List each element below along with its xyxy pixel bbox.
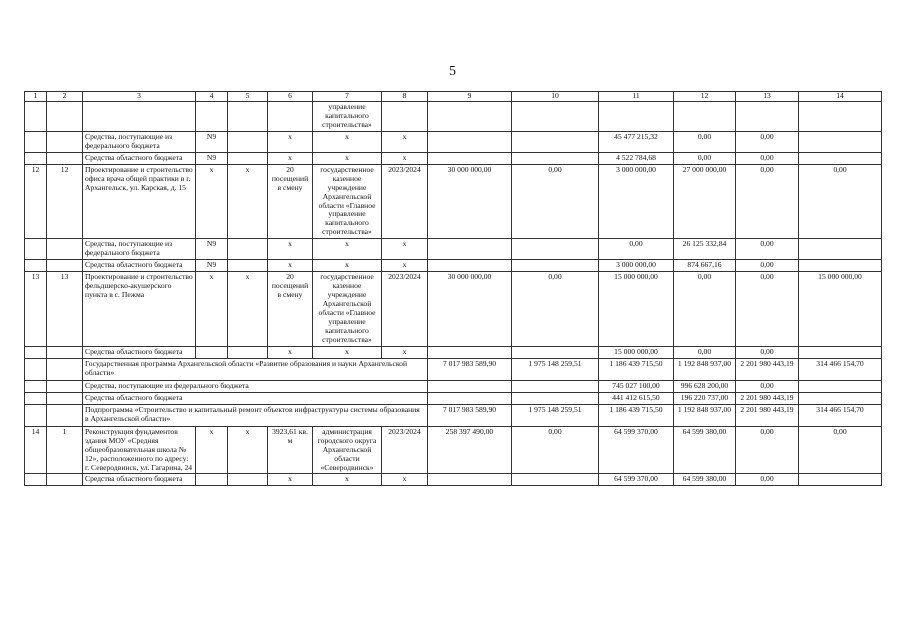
cell-c7: государственное казенное учреждение Архангельской области «Главное управление капитального строительства» bbox=[313, 164, 382, 239]
cell-c6: x bbox=[268, 131, 313, 152]
program-col11: 1 186 439 715,50 bbox=[599, 358, 674, 380]
cell-c14 bbox=[799, 260, 882, 272]
cell-c2 bbox=[47, 131, 83, 152]
table-row bbox=[25, 260, 882, 272]
table-row bbox=[25, 239, 882, 260]
subprogram-col13: 2 201 980 443,19 bbox=[736, 404, 799, 426]
cell-c5: x bbox=[228, 426, 268, 474]
cell-c4: N9 bbox=[196, 260, 228, 272]
cell-c4 bbox=[196, 102, 228, 132]
cell-c5 bbox=[228, 239, 268, 260]
cell-c9: 30 000 000,00 bbox=[428, 272, 512, 347]
cell-c4: N9 bbox=[196, 152, 228, 164]
cell-c5 bbox=[228, 474, 268, 486]
cell-c2: 1 bbox=[47, 426, 83, 474]
cell-c6: x bbox=[268, 474, 313, 486]
cell-c3: Реконструкция фундаментов здания МОУ «Средняя общеобразовательная школа № 12», расположенного по адресу: г. Северодвинск, ул. Гагарина, 24 bbox=[83, 426, 196, 474]
cell-c6: x bbox=[268, 346, 313, 358]
column-header: 7 bbox=[313, 92, 382, 102]
cell-c4: x bbox=[196, 426, 228, 474]
program-title: Государственная программа Архангельской области «Развитие образования и науки Архангельской области» bbox=[83, 358, 428, 380]
cell-c12: 0,00 bbox=[674, 131, 736, 152]
cell-c12: 874 667,16 bbox=[674, 260, 736, 272]
cell-c5 bbox=[228, 152, 268, 164]
cell-c11: 15 000 000,00 bbox=[599, 272, 674, 347]
table-row bbox=[25, 131, 882, 152]
cell-c5: x bbox=[228, 164, 268, 239]
cell-c3: Проектирование и строительство офиса врача общей практики в г. Архангельск, ул. Карская, д. 15 bbox=[83, 164, 196, 239]
program-row bbox=[25, 358, 882, 380]
cell-c4: x bbox=[196, 164, 228, 239]
column-header: 13 bbox=[736, 92, 799, 102]
cell-c10 bbox=[512, 260, 599, 272]
table-row bbox=[25, 102, 882, 132]
cell-c1 bbox=[25, 346, 47, 358]
cell-c5 bbox=[228, 102, 268, 132]
cell-c7: x bbox=[313, 260, 382, 272]
cell-c14 bbox=[799, 131, 882, 152]
cell-c3: Проектирование и строительство фельдшерско-акушерского пункта в с. Пежма bbox=[83, 272, 196, 347]
cell-c6 bbox=[268, 102, 313, 132]
cell-c2 bbox=[47, 152, 83, 164]
cell-c14 bbox=[799, 239, 882, 260]
table-body-b bbox=[25, 426, 882, 486]
cell-c14 bbox=[799, 102, 882, 132]
program-col14: 314 466 154,70 bbox=[799, 358, 882, 380]
cell-c5 bbox=[228, 260, 268, 272]
cell-c10 bbox=[512, 102, 599, 132]
cell-c8: x bbox=[382, 474, 428, 486]
cell-c8: x bbox=[382, 131, 428, 152]
cell-c5 bbox=[228, 346, 268, 358]
cell-c9 bbox=[428, 131, 512, 152]
cell-c12: 26 125 332,84 bbox=[674, 239, 736, 260]
table-row bbox=[25, 474, 882, 486]
cell-c1 bbox=[25, 131, 47, 152]
program-summary bbox=[25, 358, 882, 426]
column-header: 5 bbox=[228, 92, 268, 102]
program-col12: 1 192 848 937,00 bbox=[674, 358, 736, 380]
cell-c6: 20 посещений в смену bbox=[268, 272, 313, 347]
subprogram-col10: 1 975 148 259,51 bbox=[512, 404, 599, 426]
cell-c3: Средства областного бюджета bbox=[83, 260, 196, 272]
cell-c3: Средства, поступающие из федерального бюджета bbox=[83, 239, 196, 260]
cell-c9 bbox=[428, 239, 512, 260]
cell-c13: 0,00 bbox=[736, 346, 799, 358]
cell-c8 bbox=[382, 102, 428, 132]
cell-c13: 0,00 bbox=[736, 131, 799, 152]
cell-c9 bbox=[428, 346, 512, 358]
cell-c13: 0,00 bbox=[736, 239, 799, 260]
column-header: 9 bbox=[428, 92, 512, 102]
cell-c9 bbox=[428, 260, 512, 272]
cell-c10 bbox=[512, 131, 599, 152]
cell-c9 bbox=[428, 474, 512, 486]
program-regional-col13: 2 201 980 443,19 bbox=[736, 392, 799, 404]
program-federal-col13: 0,00 bbox=[736, 380, 799, 392]
table-row bbox=[25, 272, 882, 347]
cell-c10 bbox=[512, 239, 599, 260]
subprogram-col12: 1 192 848 937,00 bbox=[674, 404, 736, 426]
cell-c1 bbox=[25, 260, 47, 272]
cell-c2 bbox=[47, 474, 83, 486]
cell-c13: 0,00 bbox=[736, 152, 799, 164]
program-col13: 2 201 980 443,19 bbox=[736, 358, 799, 380]
cell-c14: 0,00 bbox=[799, 426, 882, 474]
cell-c6: x bbox=[268, 152, 313, 164]
cell-c1 bbox=[25, 474, 47, 486]
cell-c9 bbox=[428, 102, 512, 132]
subprogram-title: Подпрограмма «Строительство и капитальный ремонт объектов инфраструктуры системы образования в Архангельской области» bbox=[83, 404, 428, 426]
cell-c1: 14 bbox=[25, 426, 47, 474]
cell-c1 bbox=[25, 152, 47, 164]
cell-c14: 0,00 bbox=[799, 164, 882, 239]
cell-c4: N9 bbox=[196, 131, 228, 152]
page-number: 5 bbox=[449, 64, 456, 79]
cell-c2 bbox=[47, 102, 83, 132]
cell-c6: 20 посещений в смену bbox=[268, 164, 313, 239]
column-header: 4 bbox=[196, 92, 228, 102]
cell-c8: 2023/2024 bbox=[382, 272, 428, 347]
cell-c8: x bbox=[382, 239, 428, 260]
cell-c3: Средства областного бюджета bbox=[83, 152, 196, 164]
program-regional-col11: 441 412 615,50 bbox=[599, 392, 674, 404]
cell-c5 bbox=[228, 131, 268, 152]
cell-c10 bbox=[512, 474, 599, 486]
budget-table bbox=[24, 91, 882, 486]
cell-c9: 30 000 000,00 bbox=[428, 164, 512, 239]
cell-c14 bbox=[799, 152, 882, 164]
cell-c12: 64 599 380,00 bbox=[674, 474, 736, 486]
cell-c7: администрация городского округа Архангельской области «Северодвинск» bbox=[313, 426, 382, 474]
cell-c3: Средства областного бюджета bbox=[83, 346, 196, 358]
column-header: 3 bbox=[83, 92, 196, 102]
cell-c7: государственное казенное учреждение Архангельской области «Главное управление капитального строительства» bbox=[313, 272, 382, 347]
cell-c9: 258 397 490,00 bbox=[428, 426, 512, 474]
program-federal-row bbox=[25, 380, 882, 392]
cell-c11: 15 000 000,00 bbox=[599, 346, 674, 358]
cell-c11: 4 522 784,68 bbox=[599, 152, 674, 164]
cell-c2: 12 bbox=[47, 164, 83, 239]
subprogram-col14: 314 466 154,70 bbox=[799, 404, 882, 426]
cell-c1 bbox=[25, 239, 47, 260]
cell-c10 bbox=[512, 152, 599, 164]
column-header: 1 bbox=[25, 92, 47, 102]
cell-c7: x bbox=[313, 131, 382, 152]
column-header: 10 bbox=[512, 92, 599, 102]
cell-c14: 15 000 000,00 bbox=[799, 272, 882, 347]
cell-c11 bbox=[599, 102, 674, 132]
cell-c4: x bbox=[196, 272, 228, 347]
table-body-a bbox=[25, 102, 882, 359]
cell-c4: N9 bbox=[196, 239, 228, 260]
cell-c14 bbox=[799, 474, 882, 486]
cell-c7: x bbox=[313, 474, 382, 486]
subprogram-col9: 7 017 983 589,90 bbox=[428, 404, 512, 426]
cell-c8: x bbox=[382, 152, 428, 164]
cell-c6: 3923,61 кв. м bbox=[268, 426, 313, 474]
table-row bbox=[25, 426, 882, 474]
cell-c12 bbox=[674, 102, 736, 132]
cell-c13 bbox=[736, 102, 799, 132]
program-federal-label: Средства, поступающие из федерального бюджета bbox=[83, 380, 428, 392]
cell-c1: 12 bbox=[25, 164, 47, 239]
cell-c11: 3 000 000,00 bbox=[599, 260, 674, 272]
program-federal-col11: 745 027 100,00 bbox=[599, 380, 674, 392]
cell-c13: 0,00 bbox=[736, 426, 799, 474]
table-row bbox=[25, 164, 882, 239]
program-regional-col12: 196 220 737,00 bbox=[674, 392, 736, 404]
cell-c12: 0,00 bbox=[674, 152, 736, 164]
cell-c10: 0,00 bbox=[512, 272, 599, 347]
cell-c7: управление капитального строительства» bbox=[313, 102, 382, 132]
cell-c4 bbox=[196, 474, 228, 486]
cell-c12: 64 599 380,00 bbox=[674, 426, 736, 474]
program-regional-label: Средства областного бюджета bbox=[83, 392, 428, 404]
cell-c6: x bbox=[268, 239, 313, 260]
cell-c10: 0,00 bbox=[512, 164, 599, 239]
cell-c4 bbox=[196, 346, 228, 358]
subprogram-col11: 1 186 439 715,50 bbox=[599, 404, 674, 426]
cell-c8: 2023/2024 bbox=[382, 164, 428, 239]
cell-c13: 0,00 bbox=[736, 474, 799, 486]
cell-c13: 0,00 bbox=[736, 260, 799, 272]
table-row bbox=[25, 346, 882, 358]
cell-c11: 0,00 bbox=[599, 239, 674, 260]
cell-c1: 13 bbox=[25, 272, 47, 347]
cell-c11: 64 599 370,00 bbox=[599, 474, 674, 486]
cell-c5: x bbox=[228, 272, 268, 347]
program-col10: 1 975 148 259,51 bbox=[512, 358, 599, 380]
column-header: 12 bbox=[674, 92, 736, 102]
cell-c8: x bbox=[382, 346, 428, 358]
cell-c2 bbox=[47, 239, 83, 260]
column-header: 2 bbox=[47, 92, 83, 102]
column-header: 8 bbox=[382, 92, 428, 102]
cell-c10 bbox=[512, 346, 599, 358]
cell-c3 bbox=[83, 102, 196, 132]
program-col9: 7 017 983 589,90 bbox=[428, 358, 512, 380]
cell-c8: 2023/2024 bbox=[382, 426, 428, 474]
cell-c11: 64 599 370,00 bbox=[599, 426, 674, 474]
cell-c2 bbox=[47, 260, 83, 272]
cell-c6: x bbox=[268, 260, 313, 272]
column-header: 11 bbox=[599, 92, 674, 102]
cell-c12: 0,00 bbox=[674, 272, 736, 347]
cell-c7: x bbox=[313, 346, 382, 358]
cell-c13: 0,00 bbox=[736, 272, 799, 347]
subprogram-row bbox=[25, 404, 882, 426]
cell-c2 bbox=[47, 346, 83, 358]
cell-c7: x bbox=[313, 239, 382, 260]
cell-c13: 0,00 bbox=[736, 164, 799, 239]
cell-c9 bbox=[428, 152, 512, 164]
cell-c1 bbox=[25, 102, 47, 132]
column-header: 6 bbox=[268, 92, 313, 102]
column-header: 14 bbox=[799, 92, 882, 102]
cell-c7: x bbox=[313, 152, 382, 164]
cell-c12: 27 000 000,00 bbox=[674, 164, 736, 239]
table-row bbox=[25, 152, 882, 164]
cell-c12: 0,00 bbox=[674, 346, 736, 358]
cell-c8: x bbox=[382, 260, 428, 272]
cell-c11: 3 000 000,00 bbox=[599, 164, 674, 239]
cell-c14 bbox=[799, 346, 882, 358]
cell-c3: Средства областного бюджета bbox=[83, 474, 196, 486]
cell-c11: 45 477 215,32 bbox=[599, 131, 674, 152]
cell-c3: Средства, поступающие из федерального бюджета bbox=[83, 131, 196, 152]
cell-c10: 0,00 bbox=[512, 426, 599, 474]
column-number-row bbox=[25, 92, 882, 102]
program-regional-row bbox=[25, 392, 882, 404]
program-federal-col12: 996 628 200,00 bbox=[674, 380, 736, 392]
cell-c2: 13 bbox=[47, 272, 83, 347]
